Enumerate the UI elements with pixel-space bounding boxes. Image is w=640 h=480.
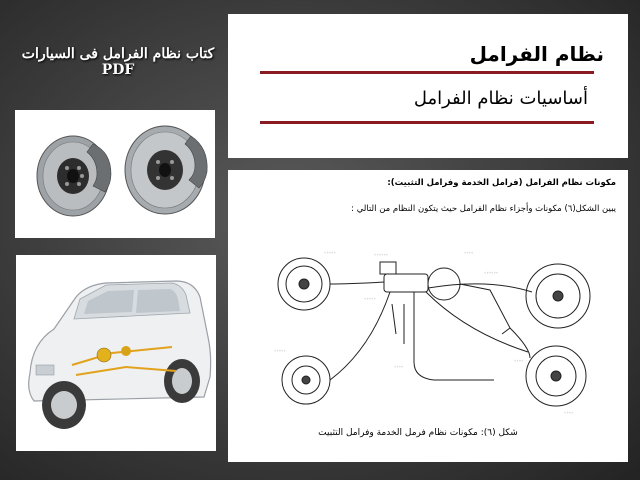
page-title: نظام الفرامل [469,42,604,66]
document-page [228,170,628,462]
car-brake-system-icon [16,255,216,451]
title-divider-top [260,71,594,74]
svg-text:◦◦◦◦◦: ◦◦◦◦◦ [324,250,336,255]
svg-text:◦◦◦◦: ◦◦◦◦ [464,250,474,255]
document-intro: يبين الشكل(٦) مكونات وأجزاء نظام الفرامل حيث يتكون النظام من التالي : [351,204,616,214]
svg-text:◦◦◦◦: ◦◦◦◦ [564,410,574,415]
right-brake-disc [125,126,207,214]
brake-system-diagram [264,244,614,420]
figure-caption: شكل (٦): مكونات نظام فرمل الخدمة وفرامل التثبيت [318,428,518,438]
brake-disc-icon [15,110,215,238]
svg-text:◦◦◦◦: ◦◦◦◦ [394,364,404,369]
svg-text:◦◦◦◦: ◦◦◦◦ [514,358,524,363]
svg-text:◦◦◦◦◦◦: ◦◦◦◦◦◦ [374,252,389,257]
title-card [228,14,628,158]
svg-text:◦◦◦◦◦◦: ◦◦◦◦◦◦ [484,270,499,275]
document-heading: مكونات نظام الفرامل (فرامل الخدمة وفرامل التثبيت): [387,178,616,188]
svg-text:◦◦◦◦◦: ◦◦◦◦◦ [364,296,376,301]
page-subtitle: أساسيات نظام الفرامل [413,88,588,109]
car-brake-cutaway-photo [16,255,216,451]
title-divider-bottom [260,121,594,124]
svg-text:◦◦◦◦◦: ◦◦◦◦◦ [274,348,286,353]
book-title-banner: كتاب نظام الفرامل فى السيارات PDF [21,46,215,78]
left-brake-disc [37,136,111,216]
brake-discs-photo [15,110,215,238]
